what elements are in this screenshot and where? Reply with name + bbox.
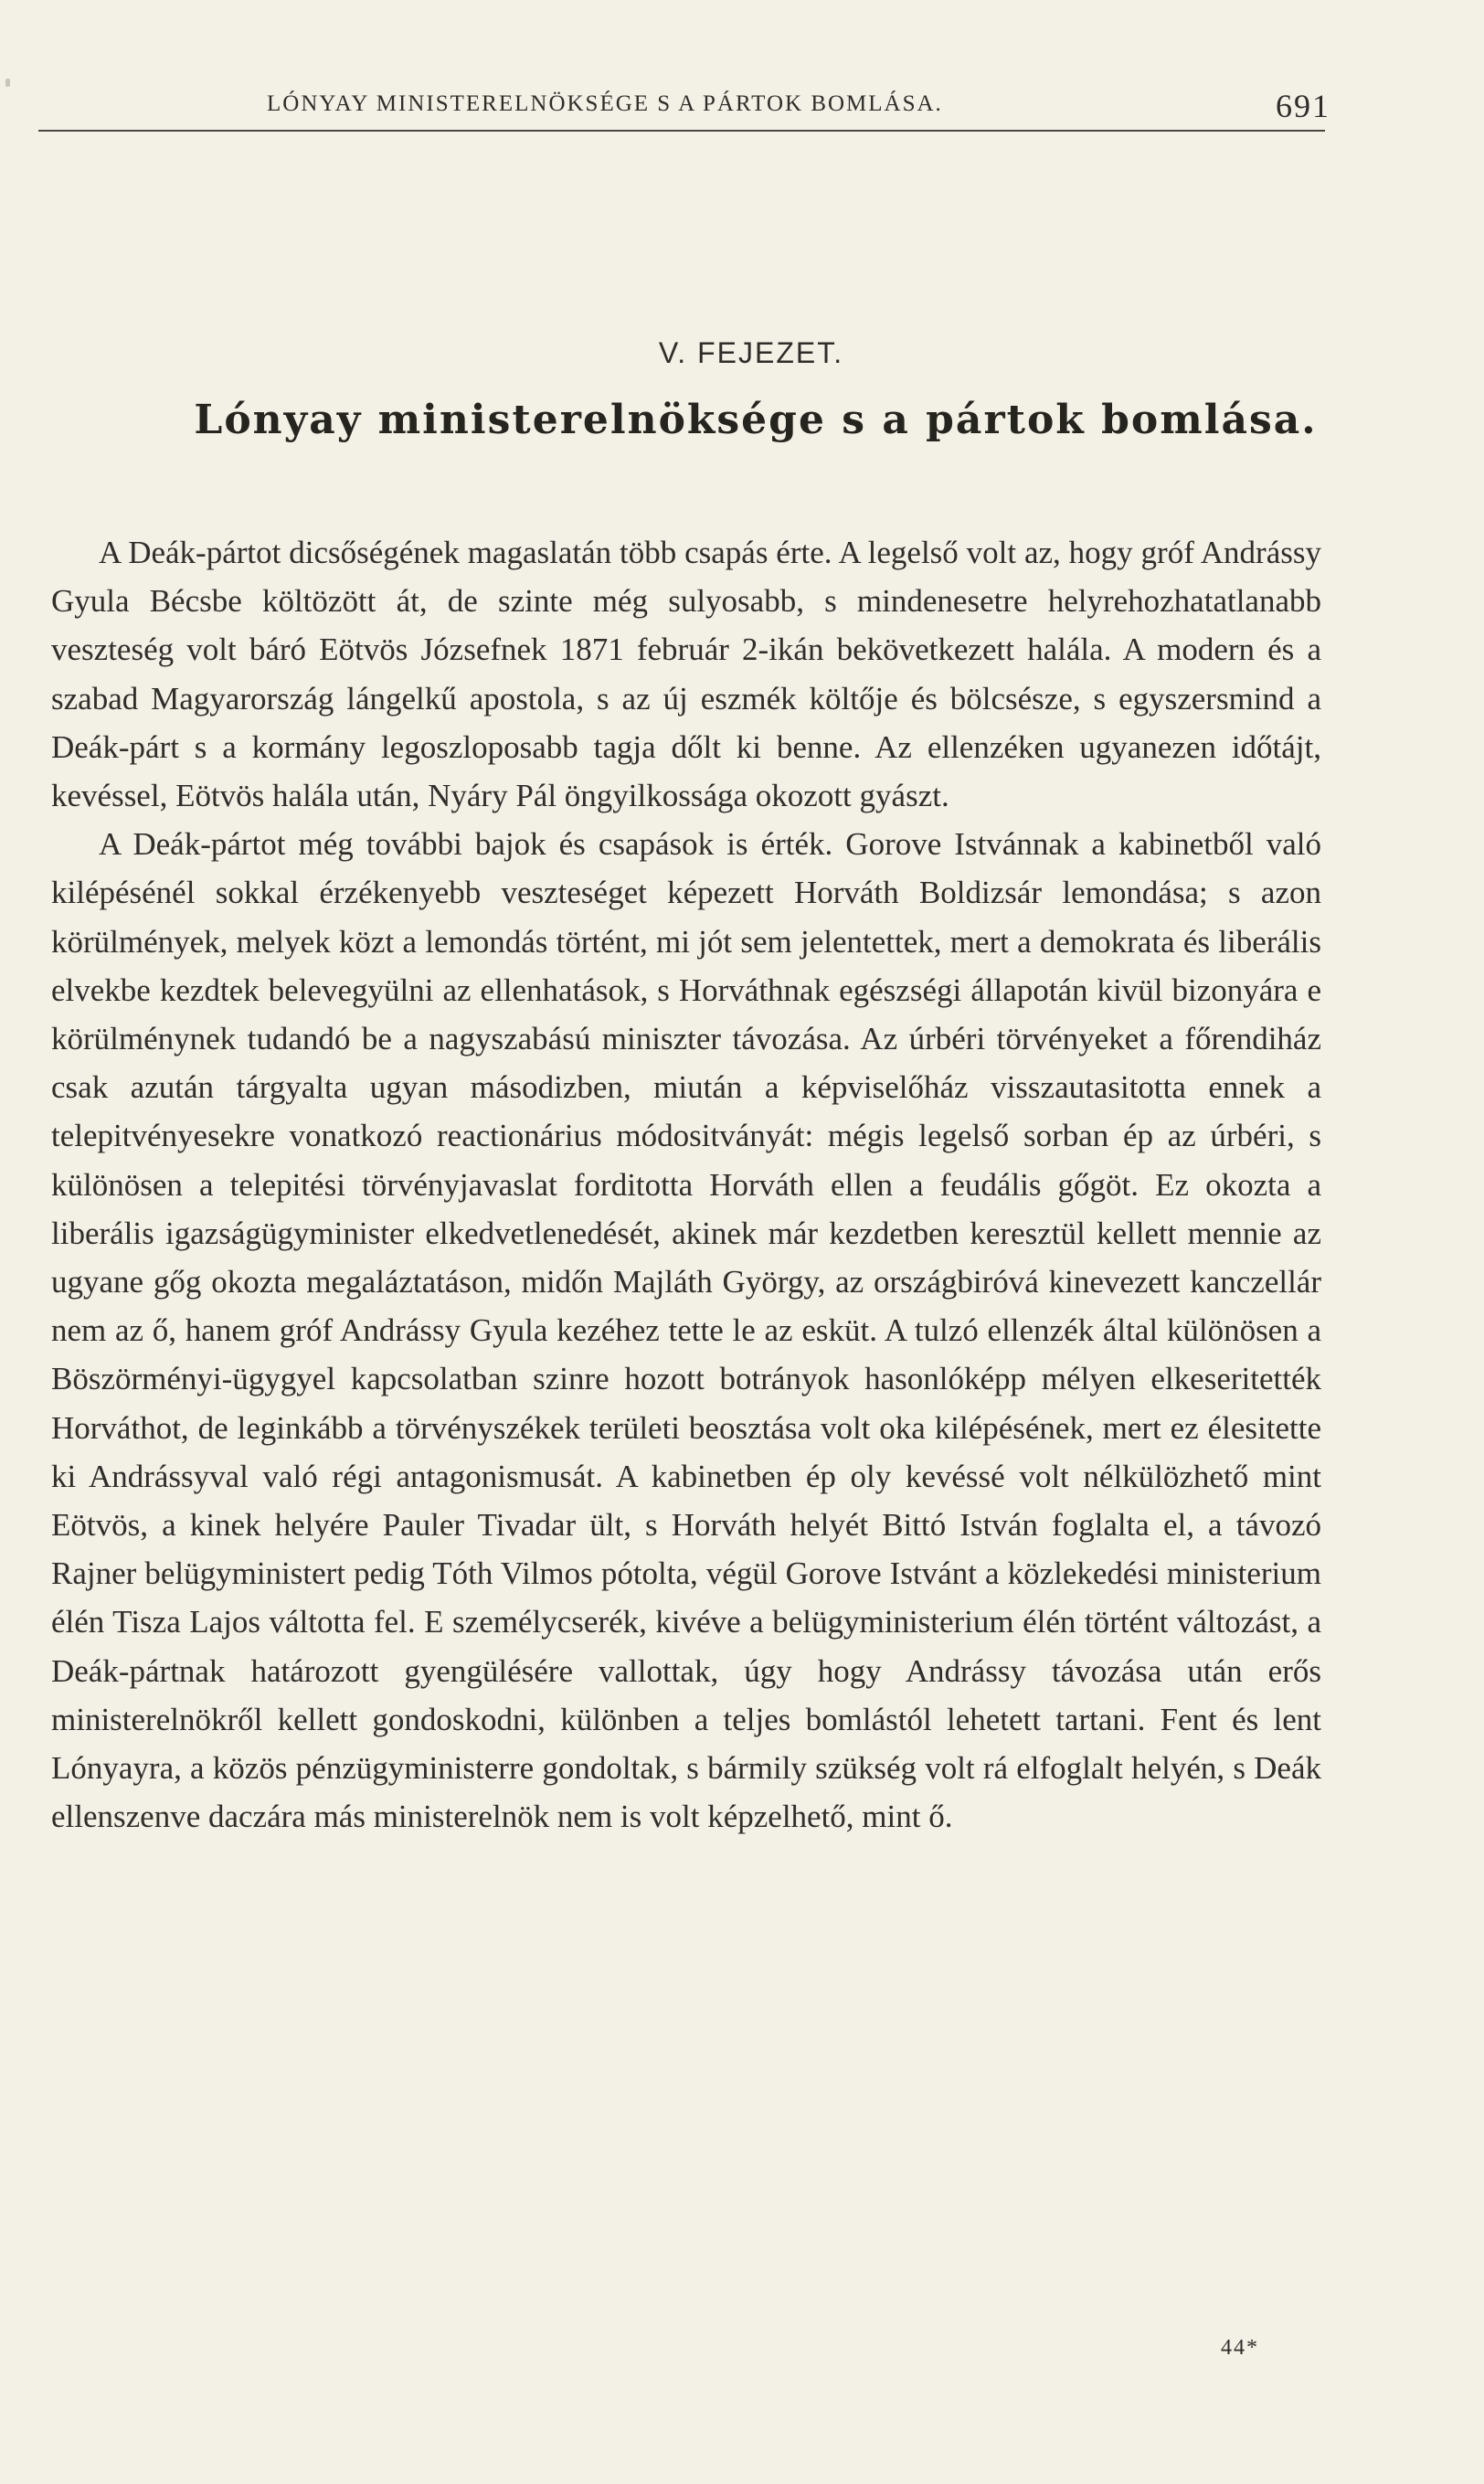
margin-speck <box>5 79 10 87</box>
signature-mark: 44* <box>1221 2336 1259 2360</box>
paragraph-1: A Deák-pártot dicsőségének magaslatán több csapás érte. A legelső volt az, hogy gróf Andrássy Gyula Bécsbe költözött át, de szinte még sulyosabb, s mindenesetre helyrehozhatatlanabb veszteség volt báró Eötvös Józsefnek 1871 február 2-ikán bekövetkezett halála. A modern és a szabad Magyarország lángelkű apostola, s az új eszmék költője és bölcsésze, s egyszersmind a Deák-párt s a kormány legoszloposabb tagja dőlt ki benne. Az ellenzéken ugyanezen időtájt, kevéssel, Eötvös halála után, Nyáry Pál öngyilkossága okozott gyászt. <box>51 535 1321 814</box>
chapter-number: V. FEJEZET. <box>658 336 844 369</box>
paragraph-2: A Deák-pártot még további bajok és csapások is érték. Gorove Istvánnak a kabinetből való kilépésénél sokkal érzékenyebb veszteséget képezett Horváth Boldizsár lemondása; s azon körülmények, melyek közt a lemondás történt, mi jót sem jelentettek, mert a demokrata és liberális elvekbe kezdtek belevegyülni az ellenhatások, s Horváthnak egészségi állapotán kivül bizonyára e körülménynek tudandó be a nagyszabású miniszter távozása. Az úrbéri törvényeket a főrendiház csak azután tárgyalta ugyan másodizben, miután a képviselőház visszautasitotta ennek a telepitvényesekre vonatkozó reactionárius módositványát: mégis legelső sorban ép az úrbéri, s különösen a telepitési törvényjavaslat forditotta Horváth ellen a feudális gőgöt. Ez okozta a liberális igazságügyminister elkedvetlenedését, akinek már kezdetben keresztül kellett mennie az ugyane gőg okozta megaláztatáson, midőn Majláth György, az országbiróvá kinevezett kanczellár nem az ő, hanem gróf Andrássy Gyula kezéhez tette le az esküt. A tulzó ellenzék által különösen a Böszörményi-ügygyel kapcsolatban szinre hozott botrányok hasonlóképp mélyen elkeseritették Horváthot, de leginkább a törvényszékek területi beosztása volt oka kilépésének, mert ez élesitette ki Andrássyval való régi antagonismusát. A kabinetben ép oly kevéssé volt nélkülözhető mint Eötvös, a kinek helyére Pauler Tivadar ült, s Horváth helyét Bittó István foglalta el, a távozó Rajner belügyministert pedig Tóth Vilmos pótolta, végül Gorove Istvánt a közlekedési ministerium élén Tisza Lajos váltotta fel. E személycserék, kivéve a belügyministerium élén történt változást, a Deák-pártnak határozott gyengülésére vallottak, úgy hogy Andrássy távozása után erős ministerelnökről kellett gondoskodni, különben a teljes bomlástól lehetett tartani. Fent és lent Lónyayra, a közös pénzügyministerre gondoltak, s bármily szükség volt rá elfoglalt helyén, s Deák ellenszenve daczára más ministerelnök nem is volt képzelhető, mint ő. <box>51 826 1321 1835</box>
page-number: 691 <box>1276 88 1330 124</box>
body-text <box>51 528 1321 1841</box>
header-rule <box>38 130 1325 132</box>
running-header-title: LÓNYAY MINISTERELNÖKSÉGE S A PÁRTOK BOMLÁSA. <box>267 91 943 116</box>
chapter-title: Lónyay ministerelnöksége s a pártok bomlása. <box>194 397 1318 443</box>
